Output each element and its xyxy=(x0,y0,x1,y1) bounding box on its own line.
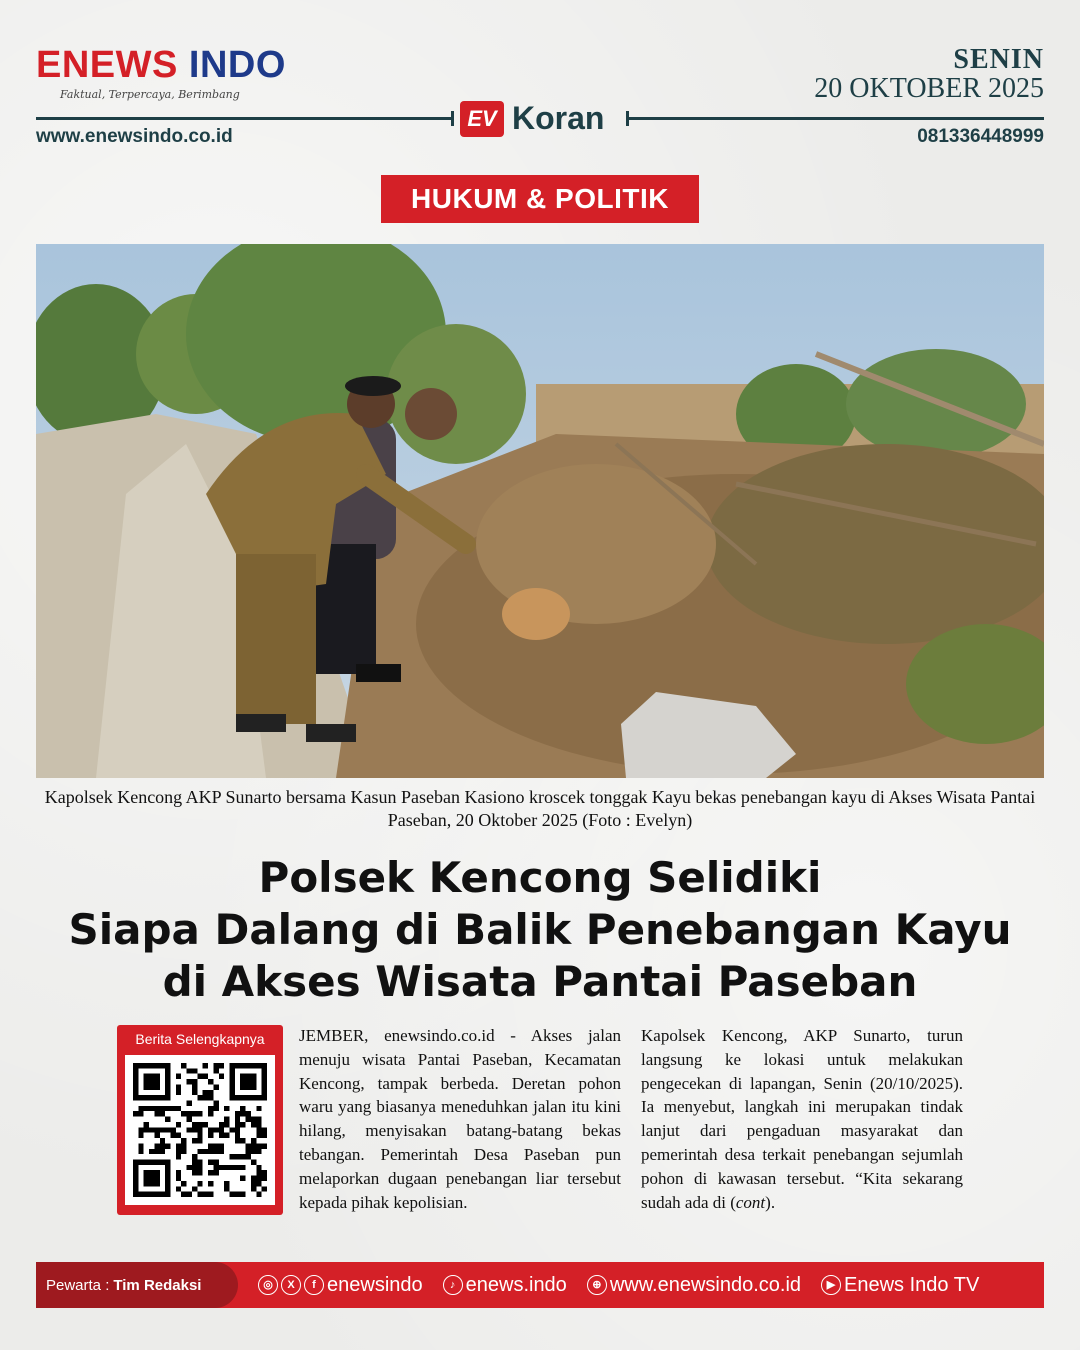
youtube-channel: Enews Indo TV xyxy=(844,1273,980,1296)
headline xyxy=(20,852,1060,1008)
phone-number: 081336448999 xyxy=(917,126,1044,147)
article-column-1: JEMBER, enewsindo.co.id - Akses jalan menuju wisata Pantai Paseban, Kecamatan Kencong, tampak berbeda. Deretan pohon waru yang biasanya meneduhkan jalan itu kini hilang, menyisakan batang-batang bekas tebangan. Pemerintah Desa Paseban pun melaporkan dugaan penebangan liar tersebut kepada pihak kepolisian. xyxy=(299,1026,621,1212)
footer-bar xyxy=(36,1262,1044,1308)
reporter-name: Tim Redaksi xyxy=(113,1276,202,1294)
date-block xyxy=(814,46,1044,103)
facebook-icon: f xyxy=(304,1275,324,1295)
date-label: 20 OKTOBER 2025 xyxy=(814,73,1044,104)
globe-icon: ⊕ xyxy=(587,1275,607,1295)
section-label: Koran xyxy=(512,100,605,136)
rule-right xyxy=(626,117,1044,120)
rule-left xyxy=(36,117,454,120)
article-column-2 xyxy=(641,1024,963,1214)
article-column-2-end: ). xyxy=(765,1192,776,1212)
article-cont-marker: cont xyxy=(735,1192,766,1212)
website-footer-link[interactable] xyxy=(587,1274,801,1297)
social-link[interactable] xyxy=(258,1274,423,1297)
qr-card[interactable] xyxy=(117,1025,283,1215)
brand-logo xyxy=(36,46,286,101)
brand-name-blue: INDO xyxy=(188,44,286,86)
headline-line-1: Polsek Kencong Selidiki xyxy=(258,853,822,902)
x-icon: X xyxy=(281,1275,301,1295)
brand-tagline: Faktual, Terpercaya, Berimbang xyxy=(60,88,240,101)
reporter-credit xyxy=(36,1262,238,1308)
tiktok-icon: ♪ xyxy=(443,1275,463,1295)
photo-illustration xyxy=(36,244,1044,778)
qr-code-icon[interactable] xyxy=(125,1055,275,1205)
article-column-2-text: Kapolsek Kencong, AKP Sunarto, turun langsung ke lokasi untuk melakukan pengecekan di lapangan, Senin (20/10/2025). Ia menyebut, langkah ini merupakan tindak lanjut dari pengaduan masyarakat dan pemerintah desa terkait penebangan sejumlah pohon di kawasan tersebut. “Kita sekarang sudah ada di ( xyxy=(641,1026,963,1212)
photo-caption: Kapolsek Kencong AKP Sunarto bersama Kasun Paseban Kasiono kroscek tonggak Kayu bekas penebangan kayu di Akses Wisata Pantai Paseban, 20 Oktober 2025 (Foto : Evelyn) xyxy=(44,787,1036,831)
qr-title: Berita Selengkapnya xyxy=(135,1031,265,1047)
website-link[interactable]: www.enewsindo.co.id xyxy=(36,126,233,147)
brand-name xyxy=(36,46,286,84)
youtube-icon: ▶ xyxy=(821,1275,841,1295)
news-photo xyxy=(36,244,1044,778)
headline-line-2: Siapa Dalang di Balik Penebangan Kayu xyxy=(68,905,1012,954)
category-badge: HUKUM & POLITIK xyxy=(381,175,699,223)
section-badge xyxy=(460,100,604,137)
youtube-link[interactable] xyxy=(821,1274,979,1297)
brand-name-red: ENEWS xyxy=(36,44,178,86)
day-label: SENIN xyxy=(953,44,1044,75)
qr-code-graphic xyxy=(133,1063,267,1197)
tiktok-handle: enews.indo xyxy=(465,1273,567,1296)
instagram-icon: ◎ xyxy=(258,1275,278,1295)
headline-line-3: di Akses Wisata Pantai Paseban xyxy=(162,957,918,1006)
social-handle: enewsindo xyxy=(327,1273,423,1296)
reporter-label: Pewarta : xyxy=(46,1276,110,1294)
tiktok-link[interactable] xyxy=(443,1274,567,1297)
ev-logo-icon: EV xyxy=(460,101,504,137)
footer-website: www.enewsindo.co.id xyxy=(609,1273,802,1296)
